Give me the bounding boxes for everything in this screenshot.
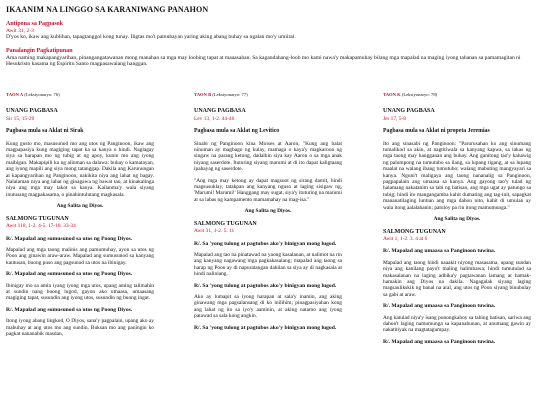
- year-label: TAON A: [6, 92, 24, 97]
- psalm-stanza: Mapalad ang mga taong malinis ang pamumuhay, ayon sa utos ng Poon ang ginawin araw-araw. Mapalad ang sumusunod sa kanyang kautusan, buong puso ang pagsunod sa utos na ibinigay.: [6, 246, 154, 266]
- lectionary-number: (Leksiyonaryo: 78): [401, 92, 438, 97]
- lectionary-number: (Leksiyonaryo: 76): [24, 92, 60, 97]
- opening-prayer-text: Ama naming makapangyarihan, pinangangatawanan mong manahan sa mga may loobing tapat at maaasahan. Sa kagandahang-loob mo kami nawa'y makapamuhay bilang mga mapalad na maging iyong tahanan sa pamamagitan ni Hesukristo kasama ng Espiritu Santo magpasawalang hanggan.: [6, 54, 521, 68]
- antiphon-reference: Awit 31, 2-3: [6, 27, 34, 34]
- psalm-stanza: Mapalad ang tao na pinatawad na yaong kasalanan, at nalimot na rin ang kanyang nagawang mga pagkakasalang; mapalad ang taong sa harap ng Poon ay di napuratangan dahilan sa siya ay di nagkasala at hindi nalinlang.: [194, 251, 342, 278]
- reading-paragraph: Ito ang sinasabi ng Panginoon: "Parurusahan ko ang sinumang tumalikod sa akin, at nagtitiwala sa kanyang kapwa, sa lakas ng mga taong may hangganan ang buhay. Ang ganitong tao'y kahawig ng palumpong na tumutubo sa ilang, sa lupang tigang, at sa lupang maalat na walang ibang tumutubo; walang mabuting mangyayari sa kanya. Nguni't maligaya ang taong nananalig sa Panginoon, pagpapalain ang umaasa sa kanya. Ang gayong tao'y tulad ng halamang nakatanim sa tabi ng batisan, ang mga ugat ay patungo sa tubig; hindi ito mangangamba kahit dumating ang tag-init, sapagkat mananatilaging luntian ang mga dahon nito, kahit di umulan ay wala itong aalalahanin; patuloy pa rin itong mamumunga.": [383, 140, 531, 211]
- reading-paragraph: Sinabi ng Panginoon kina Moises at Aaron, "Kung ang balat ninuman ay magbago ng kulay, mamaga o kaya'y magkaroon ng singaw na parang ketong, dadalhin siya kay Aaron o sa mga anak niyang saserdote. Ituturing siyang marumi at di ito dapat kaligtaang ipahayag ng saserdote.: [194, 140, 342, 173]
- reading-title: Pagbasa mula sa Aklat ng Levitico: [194, 128, 280, 135]
- psalm-stanza: Ako ay lumapit sa iyong harapan at sala'y inamin, ang aking ginawang mga pagsalansang di ko inilihim; pinagpasiyahan kong ang lahat ng ito sa iyo'y aaminin, at aking natamo ang iyong patawad sa sala kong angkin.: [194, 293, 342, 320]
- psalm-heading: SALMONG TUGUNAN: [6, 215, 69, 222]
- reading-paragraph: Kung gusto mo, masusunod mo ang utos ng Panginoon, ikaw ang magpapasiya kung magiging tapat ka sa kanya o hindi. Naglagay siya sa harapan mo ng tubig at ng apoy, kunin mo ang iyong maibigan. Makapipili ka ng alinman sa dalawa: buhay o kamatayan, ang iyong mapili ang siya mong tatanggap. Dakila ang Karunungan at kapangyarihan ng Panginoon, nakikita niya ang lahat ng bagay. Nalalaman niya ang lahat ng ginagawa ng bawat tao, at kinakalinga niya ang mga may takot sa kanya. Kailanma'y wala siyang inutusang magpakasama, o pinahintulutang magkasala.: [6, 140, 154, 198]
- psalm-response: R/. Sa 'yong tulong at pagtubos ako'y binigyan mong lugod.: [194, 282, 337, 289]
- column-year-k: [383, 88, 531, 405]
- psalm-heading: SALMONG TUGUNAN: [383, 228, 446, 235]
- year-label: TAON B: [194, 92, 212, 97]
- antiphon-heading: Antipona sa Pagpasok: [6, 21, 64, 27]
- acclamation: Ang Salita ng Diyos.: [244, 208, 292, 215]
- psalm-heading: SALMONG TUGUNAN: [194, 220, 257, 227]
- column-year-a: [6, 88, 154, 405]
- psalm-response: R/. Sa 'yong tulong at pagtubos ako'y binigyan mong lugod.: [194, 324, 337, 331]
- first-reading-heading: UNANG PAGBASA: [194, 108, 246, 115]
- year-tag: [6, 92, 154, 98]
- page-title: IKAANIM NA LINGGO SA KARANIWANG PANAHON: [6, 5, 209, 14]
- first-reading-reference: Sir 15, 15-20: [6, 115, 35, 122]
- psalm-reference: Awit 31, 1-2. 5. 11: [194, 228, 235, 235]
- lectionary-number: (Leksiyonaryo: 77): [212, 92, 248, 97]
- psalm-stanza: Mapalad ang taong hindi naaakit niyong masasama, upang sundan niya ang kanilang payo't maling halimbawa; hindi tumutulad sa makasalanan na laging adhika'y pagtawanan lamang at hamak-hamakin ang Diyos na dakila. Nagagalak siyang laging magsaulikskik ng banal na aral, ang utos ng Poon siyang binubulay sa gabi at araw.: [383, 259, 531, 298]
- psalm-response: R/. Mapalad ang sumusunod sa utos ng Poong Diyos.: [6, 306, 133, 313]
- entrance-antiphon-section: [6, 21, 534, 41]
- psalm-response: R/. Mapalad ang umaasa sa Panginoon tuwina.: [383, 338, 496, 345]
- antiphon-text: D'yos ko, ikaw ang kublihan, tapagtanggol kong tunay. Iligtas mo't patnubayan yaring aking abang buhay sa ngalan mo'y umiiral.: [6, 34, 296, 41]
- first-reading-heading: UNANG PAGBASA: [6, 108, 58, 115]
- opening-prayer-section: [6, 48, 534, 68]
- psalm-response: R/. Mapalad ang sumusunod sa utos ng Poong Diyos.: [6, 235, 133, 242]
- psalm-response: R/. Mapalad ang umaasa sa Panginoon tuwina.: [383, 303, 496, 310]
- year-tag: [194, 92, 342, 98]
- reading-title: Pagbasa mula sa Aklat ni Sirak: [6, 128, 84, 135]
- psalm-response: R/. Mapalad ang sumusunod sa utos ng Poong Diyos.: [6, 271, 133, 278]
- psalm-reference: Awit 118, 1-2. 4-5. 17-18. 33-34: [6, 223, 76, 230]
- year-tag: [383, 92, 531, 98]
- psalm-response: R/. Sa 'yong tulong at pagtubos ako'y binigyan mong lugod.: [194, 240, 337, 247]
- column-year-b: [194, 88, 342, 405]
- year-label: TAON K: [383, 92, 401, 97]
- first-reading-reference: Lev 13, 1-2. 44-46: [194, 115, 235, 122]
- psalm-stanza: Ibinigay mo sa amin iyang iyong mga utos, upang aming talimahin at sundin nang buong lugod, gayon ako umaasa, umaasang magiging tapat, susundin ang iyong utos, susundin ng buong ingat.: [6, 282, 154, 302]
- psalm-stanza: Ang katulad niya'y isang punongkahoy sa tabing batisan, sariwa ang dahon't laging namumunga sa kapanahunan, at anumang gawin ay nakatitiyak na magtatagumpay.: [383, 314, 531, 334]
- reading-paragraph: "Ang mga may ketong ay dapat magsuot ng sirang damit, hindi magsusuklay, tatakpan ang kanyang nguso at laging sisigaw ng, 'Marumi! Marumi!' Hanggang may sugat, siya'y ituturing na marumi at sa labas ng kampamento mamamahay na mag-isa.": [194, 177, 342, 203]
- first-reading-reference: Jer 17, 5-8: [383, 115, 406, 122]
- psalm-stanza: Itong iyong abang lingkod, O Diyos, sana'y pagpalain, upang ako ay mabuhay at ang utos mo ang sundin. Buksan mo ang paningin ko pagkat nananabik masdan,: [6, 318, 154, 337]
- psalm-response: R/. Mapalad ang umaasa sa Panginoon tuwina.: [383, 248, 496, 255]
- reading-title: Pagbasa mula sa Aklat ni propeta Jeremias: [383, 128, 490, 135]
- acclamation: Ang Salita ng Diyos.: [56, 203, 104, 210]
- readings-columns: [6, 88, 534, 405]
- psalm-reference: Awit 1, 1-2. 3. 4 at 6: [383, 235, 428, 242]
- opening-prayer-heading: Panalangin Pagkatipunan: [6, 48, 73, 54]
- first-reading-heading: UNANG PAGBASA: [383, 108, 435, 115]
- acclamation: Ang Salita ng Diyos.: [433, 216, 481, 223]
